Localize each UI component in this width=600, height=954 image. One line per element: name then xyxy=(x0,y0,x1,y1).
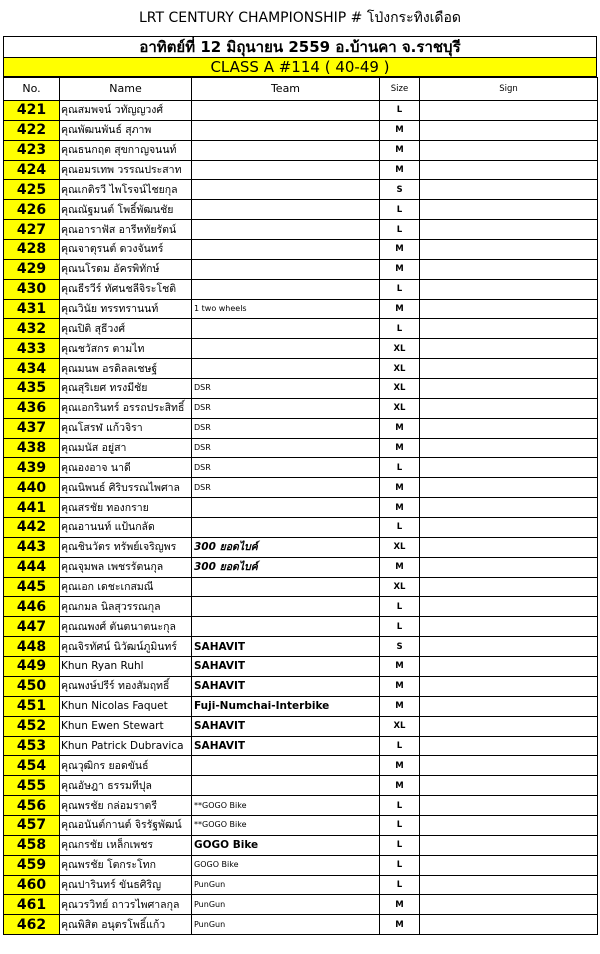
rider-name: คุณนิพนธ์ ศิริบรรณไพศาล xyxy=(60,478,192,498)
table-row xyxy=(4,637,598,657)
signature-cell xyxy=(420,518,598,538)
table-row xyxy=(4,180,598,200)
rider-team: **GOGO Bike xyxy=(192,796,380,816)
table-row xyxy=(4,915,598,935)
rider-number: 424 xyxy=(4,160,60,180)
rider-number: 441 xyxy=(4,498,60,518)
signature-cell xyxy=(420,339,598,359)
rider-team: PunGun xyxy=(192,875,380,895)
signature-cell xyxy=(420,458,598,478)
signature-cell xyxy=(420,716,598,736)
rider-number: 449 xyxy=(4,657,60,677)
rider-team xyxy=(192,120,380,140)
rider-team: SAHAVIT xyxy=(192,657,380,677)
rider-number: 459 xyxy=(4,855,60,875)
rider-name: คุณชวัสกร ตามไท xyxy=(60,339,192,359)
rider-number: 452 xyxy=(4,716,60,736)
table-row xyxy=(4,101,598,121)
shirt-size: M xyxy=(380,696,420,716)
table-row xyxy=(4,577,598,597)
shirt-size: M xyxy=(380,498,420,518)
shirt-size: L xyxy=(380,815,420,835)
rider-name: คุณพรชัย กล่อมราตรี xyxy=(60,796,192,816)
rider-name: คุณอมรเทพ วรรณประสาท xyxy=(60,160,192,180)
table-row xyxy=(4,379,598,399)
rider-team: DSR xyxy=(192,478,380,498)
rider-team xyxy=(192,577,380,597)
rider-team: 300 ยอดไบค์ xyxy=(192,537,380,557)
rider-team xyxy=(192,339,380,359)
rider-number: 434 xyxy=(4,359,60,379)
event-date-location: อาทิตย์ที่ 12 มิถุนายน 2559 อ.บ้านคา จ.ราชบุรี xyxy=(3,36,597,57)
rider-team: 300 ยอดไบค์ xyxy=(192,557,380,577)
shirt-size: M xyxy=(380,240,420,260)
rider-number: 433 xyxy=(4,339,60,359)
rider-team xyxy=(192,756,380,776)
rider-name: คุณพรชัย โตกระโทก xyxy=(60,855,192,875)
signature-cell xyxy=(420,736,598,756)
shirt-size: L xyxy=(380,458,420,478)
signature-cell xyxy=(420,220,598,240)
shirt-size: M xyxy=(380,160,420,180)
table-row xyxy=(4,617,598,637)
table-row xyxy=(4,815,598,835)
table-row xyxy=(4,120,598,140)
rider-name: คุณณพงศ์ ตันตนาตนะกุล xyxy=(60,617,192,637)
table-row xyxy=(4,875,598,895)
rider-name: คุณปารินทร์ ขันธศิริญ xyxy=(60,875,192,895)
shirt-size: XL xyxy=(380,359,420,379)
rider-team xyxy=(192,180,380,200)
shirt-size: L xyxy=(380,796,420,816)
rider-name: คุณชินวัตร ทรัพย์เจริญพร xyxy=(60,537,192,557)
rider-number: 460 xyxy=(4,875,60,895)
shirt-size: XL xyxy=(380,537,420,557)
table-row xyxy=(4,359,598,379)
signature-cell xyxy=(420,835,598,855)
rider-number: 436 xyxy=(4,398,60,418)
rider-table xyxy=(3,77,598,935)
rider-number: 426 xyxy=(4,200,60,220)
rider-number: 457 xyxy=(4,815,60,835)
shirt-size: M xyxy=(380,478,420,498)
signature-cell xyxy=(420,140,598,160)
rider-number: 443 xyxy=(4,537,60,557)
rider-team: GOGO Bike xyxy=(192,855,380,875)
signature-cell xyxy=(420,557,598,577)
rider-number: 427 xyxy=(4,220,60,240)
rider-name: คุณอัษฎา ธรรมทีปุล xyxy=(60,776,192,796)
rider-team xyxy=(192,259,380,279)
rider-name: Khun Nicolas Faquet xyxy=(60,696,192,716)
signature-cell xyxy=(420,438,598,458)
rider-name: คุณองอาจ นาดี xyxy=(60,458,192,478)
rider-team: SAHAVIT xyxy=(192,676,380,696)
shirt-size: S xyxy=(380,637,420,657)
rider-name: คุณจิรทัศน์ นิวัฒน์ภูมินทร์ xyxy=(60,637,192,657)
rider-number: 456 xyxy=(4,796,60,816)
rider-number: 439 xyxy=(4,458,60,478)
class-label: CLASS A #114 ( 40-49 ) xyxy=(3,57,597,77)
rider-number: 462 xyxy=(4,915,60,935)
signature-cell xyxy=(420,776,598,796)
signature-cell xyxy=(420,895,598,915)
table-row xyxy=(4,259,598,279)
table-row xyxy=(4,835,598,855)
shirt-size: XL xyxy=(380,379,420,399)
col-header-sign: Sign xyxy=(420,78,598,101)
rider-name: คุณสุริเยศ ทรงมีชัย xyxy=(60,379,192,399)
table-row xyxy=(4,200,598,220)
signature-cell xyxy=(420,577,598,597)
signature-cell xyxy=(420,915,598,935)
signature-cell xyxy=(420,299,598,319)
signature-cell xyxy=(420,160,598,180)
table-row xyxy=(4,398,598,418)
rider-number: 445 xyxy=(4,577,60,597)
table-row xyxy=(4,776,598,796)
rider-number: 435 xyxy=(4,379,60,399)
signature-cell xyxy=(420,101,598,121)
rider-number: 432 xyxy=(4,319,60,339)
rider-team: SAHAVIT xyxy=(192,716,380,736)
rider-name: คุณพิสิต อนุตรโพธิ์แก้ว xyxy=(60,915,192,935)
rider-number: 446 xyxy=(4,597,60,617)
shirt-size: M xyxy=(380,557,420,577)
table-row xyxy=(4,140,598,160)
rider-name: คุณกรชัย เหล็กเพชร xyxy=(60,835,192,855)
rider-number: 454 xyxy=(4,756,60,776)
rider-name: คุณพงษ์ปรีร์ ทองสัมฤทธิ์ xyxy=(60,676,192,696)
signature-cell xyxy=(420,815,598,835)
shirt-size: M xyxy=(380,438,420,458)
rider-team xyxy=(192,359,380,379)
shirt-size: M xyxy=(380,676,420,696)
shirt-size: XL xyxy=(380,577,420,597)
table-row xyxy=(4,319,598,339)
rider-number: 430 xyxy=(4,279,60,299)
signature-cell xyxy=(420,855,598,875)
rider-team: DSR xyxy=(192,398,380,418)
table-body xyxy=(4,101,598,935)
rider-number: 429 xyxy=(4,259,60,279)
shirt-size: M xyxy=(380,657,420,677)
signature-cell xyxy=(420,120,598,140)
rider-name: คุณอนันต์กานต์ จิรรัฐพัฒน์ xyxy=(60,815,192,835)
table-row xyxy=(4,299,598,319)
rider-name: คุณวินัย ทรรทรานนท์ xyxy=(60,299,192,319)
rider-number: 455 xyxy=(4,776,60,796)
rider-team: SAHAVIT xyxy=(192,736,380,756)
table-row xyxy=(4,716,598,736)
shirt-size: M xyxy=(380,895,420,915)
rider-team: PunGun xyxy=(192,895,380,915)
shirt-size: L xyxy=(380,736,420,756)
rider-team xyxy=(192,200,380,220)
signature-cell xyxy=(420,498,598,518)
rider-number: 458 xyxy=(4,835,60,855)
signature-cell xyxy=(420,319,598,339)
rider-team xyxy=(192,518,380,538)
table-row xyxy=(4,597,598,617)
signature-cell xyxy=(420,617,598,637)
rider-team xyxy=(192,140,380,160)
rider-name: คุณสมพจน์ วทัญญวงศ์ xyxy=(60,101,192,121)
rider-team: Fuji-Numchai-Interbike xyxy=(192,696,380,716)
table-row xyxy=(4,676,598,696)
rider-team xyxy=(192,220,380,240)
signature-cell xyxy=(420,180,598,200)
rider-name: คุณอานนท์ แป้นกลัด xyxy=(60,518,192,538)
shirt-size: L xyxy=(380,875,420,895)
table-row xyxy=(4,478,598,498)
signature-cell xyxy=(420,657,598,677)
signature-cell xyxy=(420,537,598,557)
shirt-size: M xyxy=(380,776,420,796)
rider-name: Khun Ewen Stewart xyxy=(60,716,192,736)
rider-team: SAHAVIT xyxy=(192,637,380,657)
table-row xyxy=(4,458,598,478)
table-row xyxy=(4,220,598,240)
rider-number: 448 xyxy=(4,637,60,657)
signature-cell xyxy=(420,478,598,498)
shirt-size: L xyxy=(380,101,420,121)
signature-cell xyxy=(420,279,598,299)
rider-team: DSR xyxy=(192,379,380,399)
signature-cell xyxy=(420,875,598,895)
col-header-team: Team xyxy=(192,78,380,101)
signature-cell xyxy=(420,240,598,260)
rider-name: คุณจาตุรนต์ ดวงจันทร์ xyxy=(60,240,192,260)
rider-name: Khun Patrick Dubravica xyxy=(60,736,192,756)
rider-number: 453 xyxy=(4,736,60,756)
signature-cell xyxy=(420,259,598,279)
shirt-size: S xyxy=(380,180,420,200)
rider-number: 450 xyxy=(4,676,60,696)
rider-number: 442 xyxy=(4,518,60,538)
rider-name: คุณพัฒนพันธ์ สุภาพ xyxy=(60,120,192,140)
shirt-size: L xyxy=(380,220,420,240)
rider-number: 437 xyxy=(4,418,60,438)
shirt-size: L xyxy=(380,597,420,617)
rider-number: 461 xyxy=(4,895,60,915)
table-row xyxy=(4,557,598,577)
rider-name: คุณปิติ สุธีวงศ์ xyxy=(60,319,192,339)
col-header-size: Size xyxy=(380,78,420,101)
rider-team: DSR xyxy=(192,458,380,478)
col-header-no: No. xyxy=(4,78,60,101)
rider-name: คุณวุฒิกร ยอดขันธ์ xyxy=(60,756,192,776)
rider-name: คุณมนพ อรดิลลเชษฐ์ xyxy=(60,359,192,379)
table-row xyxy=(4,537,598,557)
rider-team xyxy=(192,776,380,796)
rider-team xyxy=(192,617,380,637)
table-row xyxy=(4,160,598,180)
col-header-name: Name xyxy=(60,78,192,101)
rider-name: คุณมนัส อยู่สา xyxy=(60,438,192,458)
rider-number: 425 xyxy=(4,180,60,200)
rider-name: คุณวรวิทย์ ถาวรไพศาลกุล xyxy=(60,895,192,915)
rider-number: 447 xyxy=(4,617,60,637)
rider-number: 438 xyxy=(4,438,60,458)
rider-number: 444 xyxy=(4,557,60,577)
table-row xyxy=(4,756,598,776)
rider-number: 421 xyxy=(4,101,60,121)
signature-cell xyxy=(420,676,598,696)
shirt-size: M xyxy=(380,418,420,438)
table-row xyxy=(4,696,598,716)
signature-cell xyxy=(420,597,598,617)
table-row xyxy=(4,855,598,875)
rider-name: Khun Ryan Ruhl xyxy=(60,657,192,677)
table-row xyxy=(4,796,598,816)
rider-name: คุณธนกฤต สุขกาญจนนท์ xyxy=(60,140,192,160)
table-row xyxy=(4,895,598,915)
signature-cell xyxy=(420,359,598,379)
rider-team: DSR xyxy=(192,418,380,438)
rider-name: คุณเอก เดชะเกสมณี xyxy=(60,577,192,597)
rider-team xyxy=(192,240,380,260)
rider-number: 423 xyxy=(4,140,60,160)
rider-number: 431 xyxy=(4,299,60,319)
rider-number: 440 xyxy=(4,478,60,498)
rider-team: PunGun xyxy=(192,915,380,935)
rider-team xyxy=(192,160,380,180)
sheet-title: LRT CENTURY CHAMPIONSHIP # โป่งกระทิงเดือด xyxy=(138,10,462,26)
shirt-size: XL xyxy=(380,716,420,736)
table-row xyxy=(4,498,598,518)
signature-cell xyxy=(420,796,598,816)
signature-cell xyxy=(420,398,598,418)
shirt-size: L xyxy=(380,518,420,538)
rider-name: คุณนโรดม อัครพิทักษ์ xyxy=(60,259,192,279)
signature-cell xyxy=(420,756,598,776)
table-row xyxy=(4,438,598,458)
rider-team xyxy=(192,597,380,617)
shirt-size: L xyxy=(380,617,420,637)
rider-name: คุณธีรวีร์ ทัศนชลีจิระโชติ xyxy=(60,279,192,299)
rider-name: คุณโสรฬ แก้วจิรา xyxy=(60,418,192,438)
rider-number: 428 xyxy=(4,240,60,260)
rider-name: คุณกมล นิลสุวรรณกุล xyxy=(60,597,192,617)
rider-team xyxy=(192,101,380,121)
rider-name: คุณเอกรินทร์ อรรถประสิทธิ์ xyxy=(60,398,192,418)
signature-cell xyxy=(420,696,598,716)
shirt-size: XL xyxy=(380,398,420,418)
rider-team xyxy=(192,279,380,299)
shirt-size: M xyxy=(380,259,420,279)
shirt-size: M xyxy=(380,120,420,140)
table-row xyxy=(4,657,598,677)
shirt-size: L xyxy=(380,855,420,875)
rider-team: DSR xyxy=(192,438,380,458)
rider-team: 1 two wheels xyxy=(192,299,380,319)
table-row xyxy=(4,518,598,538)
shirt-size: L xyxy=(380,200,420,220)
shirt-size: M xyxy=(380,915,420,935)
shirt-size: L xyxy=(380,279,420,299)
table-row xyxy=(4,736,598,756)
rider-name: คุณณัฐมนต์ โพธิ์พัฒนชัย xyxy=(60,200,192,220)
shirt-size: XL xyxy=(380,339,420,359)
table-row xyxy=(4,279,598,299)
table-row xyxy=(4,240,598,260)
rider-number: 422 xyxy=(4,120,60,140)
signature-cell xyxy=(420,379,598,399)
shirt-size: L xyxy=(380,319,420,339)
shirt-size: M xyxy=(380,756,420,776)
signature-cell xyxy=(420,418,598,438)
table-row xyxy=(4,339,598,359)
rider-team: **GOGO Bike xyxy=(192,815,380,835)
rider-name: คุณอาราฟัส อารีหทัยรัตน์ xyxy=(60,220,192,240)
shirt-size: M xyxy=(380,299,420,319)
rider-name: คุณสรชัย ทองกราย xyxy=(60,498,192,518)
rider-name: คุณเกติรวี ไพโรจน์ไชยกุล xyxy=(60,180,192,200)
rider-team: GOGO Bike xyxy=(192,835,380,855)
rider-name: คุณจุมพล เพชรรัตนกุล xyxy=(60,557,192,577)
signature-cell xyxy=(420,637,598,657)
shirt-size: L xyxy=(380,835,420,855)
table-header-row xyxy=(4,78,598,101)
signature-cell xyxy=(420,200,598,220)
rider-team xyxy=(192,498,380,518)
table-row xyxy=(4,418,598,438)
rider-team xyxy=(192,319,380,339)
rider-number: 451 xyxy=(4,696,60,716)
shirt-size: M xyxy=(380,140,420,160)
